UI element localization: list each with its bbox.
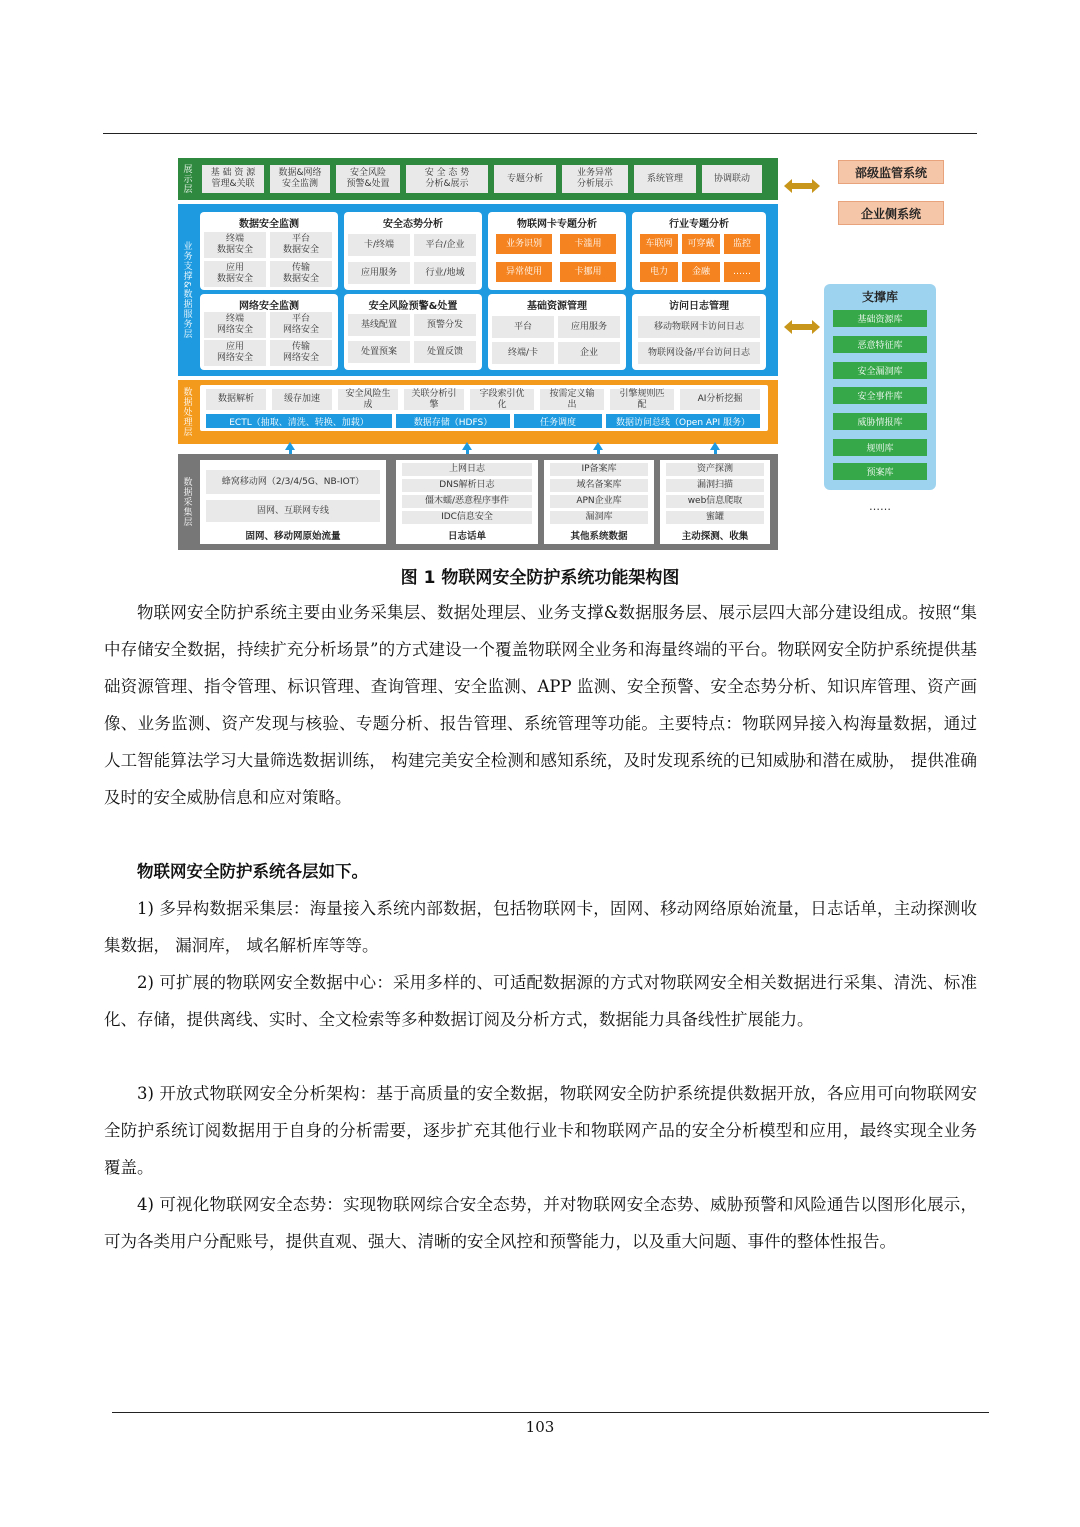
double-arrow-icon <box>784 320 820 334</box>
library-item: 恶意特征库 <box>833 336 927 353</box>
box-item: 传输 网络安全 <box>270 340 332 366</box>
list-item-3 <box>104 1075 977 1186</box>
proc-item: AI分析挖掘 <box>680 389 760 410</box>
heading-text: 物联网安全防护系统各层如下。 <box>137 862 368 881</box>
proc-item: 关联分析引 擎 <box>404 389 464 410</box>
layer-label-collection: 数据采集层 <box>181 477 192 527</box>
list-item-text: 4) 可视化物联网安全态势：实现物联网综合安全态势，并对物联网安全态势、威胁预警和风险通告以图形化展示，可为各类用户分配账号，提供直观、强大、清晰的安全风控和预警能力，以及重大问题、事件的整体性报告。 <box>104 1195 977 1251</box>
list-item-text: 1) 多异构数据采集层：海量接入系统内部数据，包括物联网卡，固网、移动网络原始流量，日志话单，主动探测收集数据， 漏洞库， 域名解析库等等。 <box>104 899 977 955</box>
body-paragraph-1 <box>104 594 977 816</box>
box-item: 异常使用 <box>496 262 552 282</box>
coll-item: DNS解析日志 <box>402 479 532 492</box>
library-item: 规则库 <box>833 439 927 456</box>
box-situation <box>344 212 482 290</box>
proc-bar: ECTL（抽取、清洗、转换、加载） <box>206 414 392 428</box>
box-item: 终端 数据安全 <box>204 232 266 258</box>
coll-item: 固网、互联网专线 <box>206 500 380 522</box>
box-item: 平台 <box>492 316 554 338</box>
architecture-diagram <box>178 158 778 550</box>
show-item: 协调联动 <box>702 165 762 193</box>
box-title: 行业专题分析 <box>669 219 729 230</box>
box-item: 可穿戴 <box>682 234 720 254</box>
coll-item: 蜜罐 <box>666 511 764 524</box>
proc-box <box>200 385 768 431</box>
box-item: 应用服务 <box>558 316 620 338</box>
coll-title: 其他系统数据 <box>570 531 628 542</box>
coll-item: IP备案库 <box>550 463 648 476</box>
ministry-system-box: 部级监管系统 <box>838 160 944 184</box>
box-item: 平台/企业 <box>414 234 476 256</box>
coll-item: 域名备案库 <box>550 479 648 492</box>
box-title: 网络安全监测 <box>239 301 299 312</box>
box-item: 监控 <box>724 234 760 254</box>
box-item: 物联网设备/平台访问日志 <box>638 342 760 364</box>
coll-item: APN企业库 <box>550 495 648 508</box>
show-item: 安 全 态 势 分析&展示 <box>406 165 488 193</box>
box-risk-warning <box>344 294 482 370</box>
box-title: 基础资源管理 <box>527 301 587 312</box>
box-item: 移动物联网卡访问日志 <box>638 316 760 338</box>
box-data-security <box>200 212 338 290</box>
page-number: 103 <box>525 1418 555 1436</box>
box-item: 终端/卡 <box>492 342 554 364</box>
header-rule <box>103 133 977 134</box>
box-item: 行业/地域 <box>414 262 476 284</box>
box-item: 卡滥用 <box>560 234 616 254</box>
box-item: …… <box>724 262 760 282</box>
coll-title: 主动探测、收集 <box>681 531 749 542</box>
layer-label-show: 展示层 <box>181 164 192 194</box>
box-item: 应用 数据安全 <box>204 261 266 287</box>
proc-item: 引擎规则匹 配 <box>610 389 674 410</box>
proc-bar: 数据访问总线（Open API 服务） <box>606 414 760 428</box>
show-item: 业务异常 分析展示 <box>562 165 628 193</box>
box-item: 电力 <box>640 262 678 282</box>
box-item: 平台 数据安全 <box>270 232 332 258</box>
box-resource-mgmt <box>488 294 626 370</box>
coll-item: 资产探测 <box>666 463 764 476</box>
coll-box-logs <box>396 460 538 544</box>
list-item-1 <box>104 890 977 964</box>
show-item: 数据&网络 安全监测 <box>270 165 330 193</box>
box-access-log <box>632 294 766 370</box>
library-item: 预案库 <box>833 463 927 480</box>
coll-box-traffic <box>200 460 386 544</box>
box-title: 安全风险预警&处置 <box>368 301 458 312</box>
box-iot-card <box>488 212 626 290</box>
coll-box-probe <box>660 460 770 544</box>
coll-item: 蜂窝移动网（2/3/4/5G、NB-IOT） <box>206 470 380 494</box>
library-item: 安全事件库 <box>833 387 927 404</box>
library-item: 基础资源库 <box>833 310 927 327</box>
proc-bar: 数据存储（HDFS） <box>396 414 510 428</box>
box-item: 卡挪用 <box>560 262 616 282</box>
proc-item: 按需定义输 出 <box>540 389 604 410</box>
library-more: …… <box>869 500 891 513</box>
box-title: 物联网卡专题分析 <box>517 219 597 230</box>
figure-caption: 图 1 物联网安全防护系统功能架构图 <box>400 568 680 588</box>
enterprise-system-box: 企业侧系统 <box>838 201 944 225</box>
proc-item: 缓存加速 <box>272 389 332 410</box>
box-item: 处置预案 <box>348 341 410 363</box>
coll-title: 日志话单 <box>447 531 486 542</box>
box-item: 终端 网络安全 <box>204 312 266 338</box>
box-item: 平台 网络安全 <box>270 312 332 338</box>
box-item: 应用 网络安全 <box>204 340 266 366</box>
show-item: 安全风险 预警&处置 <box>336 165 400 193</box>
list-item-4 <box>104 1186 977 1260</box>
box-item: 金融 <box>682 262 720 282</box>
show-item: 基 础 资 源 管理&关联 <box>202 165 264 193</box>
section-heading <box>104 853 977 890</box>
show-item: 专题分析 <box>494 165 556 193</box>
box-item: 卡/终端 <box>348 234 410 256</box>
box-item: 基线配置 <box>348 314 410 336</box>
layer-show <box>178 158 778 200</box>
list-item-text: 2) 可扩展的物联网安全数据中心：采用多样的、可适配数据源的方式对物联网安全相关数据进行采集、清洗、标准化、存储，提供离线、实时、全文检索等多种数据订阅及分析方式，数据能力具备线性扩展能力。 <box>104 973 977 1029</box>
proc-bar: 任务调度 <box>514 414 602 428</box>
paragraph-text: 物联网安全防护系统主要由业务采集层、数据处理层、业务支撑&数据服务层、展示层四大部分建设组成。按照“集中存储安全数据，持续扩充分析场景”的方式建设一个覆盖物联网全业务和海量终端的平台。物联网安全防护系统提供基础资源管理、指令管理、标识管理、查询管理、安全监测、APP 监测、安全预警、安全态势分析、知识库管理、资产画像、业务监测、资产发现与核验、专题分析、报告管理、系统管理等功能。主要特点：物联网异接入构海量数据，通过人工智能算法学习大量筛选数据训练， 构建完美安全检测和感知系统，及时发现系统的已知威胁和潜在威胁， 提供准确及时的安全威胁信息和应对策略。 <box>104 603 977 807</box>
list-item-2 <box>104 964 977 1038</box>
layer-label-proc: 数据处理层 <box>181 387 192 437</box>
layer-proc <box>178 380 778 444</box>
box-item: 车联网 <box>640 234 678 254</box>
coll-item: web信息爬取 <box>666 495 764 508</box>
box-item: 传输 数据安全 <box>270 261 332 287</box>
coll-box-other <box>544 460 654 544</box>
coll-item: 上网日志 <box>402 463 532 476</box>
double-arrow-icon <box>784 179 820 193</box>
box-title: 数据安全监测 <box>239 219 299 230</box>
box-item: 应用服务 <box>348 262 410 284</box>
layer-label-biz: 业务支撑&数据服务层 <box>181 240 192 340</box>
proc-item: 数据解析 <box>206 389 266 410</box>
box-industry <box>632 212 766 290</box>
box-item: 处置反馈 <box>414 341 476 363</box>
layer-biz <box>178 204 778 376</box>
coll-item: 僵木蠕/恶意程序事件 <box>402 495 532 508</box>
box-item: 企业 <box>558 342 620 364</box>
box-network-security <box>200 294 338 370</box>
layer-collection <box>178 454 778 550</box>
coll-item: IDC信息安全 <box>402 511 532 524</box>
library-item: 威胁情报库 <box>833 413 927 430</box>
support-library <box>824 284 936 490</box>
show-item: 系统管理 <box>634 165 696 193</box>
coll-item: 漏洞库 <box>550 511 648 524</box>
coll-item: 漏洞扫描 <box>666 479 764 492</box>
box-item: 业务识别 <box>496 234 552 254</box>
box-item: 预警分发 <box>414 314 476 336</box>
proc-item: 字段索引优 化 <box>470 389 534 410</box>
library-title: 支撑库 <box>861 290 898 304</box>
proc-item: 安全风险生 成 <box>338 389 398 410</box>
list-item-text: 3) 开放式物联网安全分析架构：基于高质量的安全数据，物联网安全防护系统提供数据开放，各应用可向物联网安全防护系统订阅数据用于自身的分析需要，逐步扩充其他行业卡和物联网产品的安全分析模型和应用，最终实现全业务覆盖。 <box>104 1084 977 1177</box>
footer-rule <box>112 1412 989 1413</box>
box-title: 访问日志管理 <box>669 301 729 312</box>
box-title: 安全态势分析 <box>383 219 443 230</box>
library-item: 安全漏洞库 <box>833 362 927 379</box>
coll-title: 固网、移动网原始流量 <box>245 531 341 542</box>
